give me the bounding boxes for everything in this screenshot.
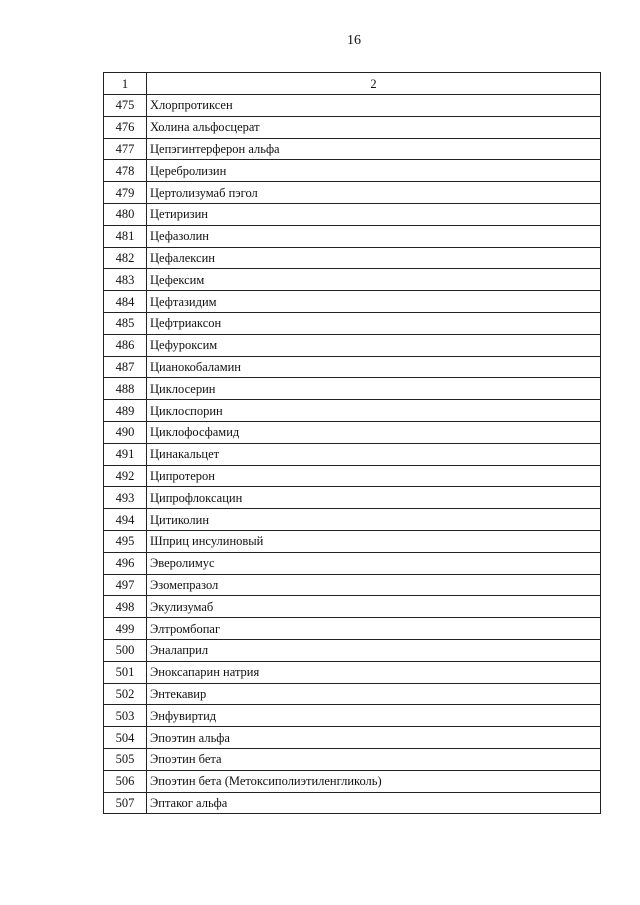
table-row <box>104 138 601 160</box>
table-row <box>104 291 601 313</box>
medication-name: Цетиризин <box>147 203 601 225</box>
medication-name: Ципротерон <box>147 465 601 487</box>
row-number: 505 <box>104 748 147 770</box>
table-row <box>104 530 601 552</box>
table-row <box>104 727 601 749</box>
medication-name: Эзомепразол <box>147 574 601 596</box>
medication-name: Циклофосфамид <box>147 421 601 443</box>
medication-table <box>103 72 601 814</box>
table-row <box>104 334 601 356</box>
table-row <box>104 116 601 138</box>
table-row <box>104 552 601 574</box>
medication-name: Шприц инсулиновый <box>147 530 601 552</box>
row-number: 498 <box>104 596 147 618</box>
table-row <box>104 247 601 269</box>
table-row <box>104 312 601 334</box>
medication-name: Элтромбопаг <box>147 618 601 640</box>
table-row <box>104 465 601 487</box>
medication-name: Эптаког альфа <box>147 792 601 814</box>
table-row <box>104 683 601 705</box>
row-number: 480 <box>104 203 147 225</box>
medication-name: Цинакальцет <box>147 443 601 465</box>
medication-name: Циклосерин <box>147 378 601 400</box>
header-col-name: 2 <box>147 73 601 95</box>
table-row <box>104 160 601 182</box>
row-number: 481 <box>104 225 147 247</box>
row-number: 482 <box>104 247 147 269</box>
medication-name: Эпоэтин бета (Метоксиполиэтиленгликоль) <box>147 770 601 792</box>
table-row <box>104 356 601 378</box>
row-number: 502 <box>104 683 147 705</box>
table-row <box>104 792 601 814</box>
row-number: 476 <box>104 116 147 138</box>
medication-name: Эноксапарин натрия <box>147 661 601 683</box>
medication-name: Цефазолин <box>147 225 601 247</box>
row-number: 493 <box>104 487 147 509</box>
medication-name: Цефуроксим <box>147 334 601 356</box>
row-number: 501 <box>104 661 147 683</box>
table-header-row <box>104 73 601 95</box>
row-number: 491 <box>104 443 147 465</box>
table-row <box>104 400 601 422</box>
row-number: 489 <box>104 400 147 422</box>
medication-name: Экулизумаб <box>147 596 601 618</box>
table-row <box>104 661 601 683</box>
row-number: 503 <box>104 705 147 727</box>
table-row <box>104 378 601 400</box>
table-row <box>104 269 601 291</box>
table-row <box>104 770 601 792</box>
medication-name: Энтекавир <box>147 683 601 705</box>
row-number: 500 <box>104 639 147 661</box>
table-row <box>104 95 601 117</box>
medication-name: Цианокобаламин <box>147 356 601 378</box>
row-number: 504 <box>104 727 147 749</box>
medication-name: Эналаприл <box>147 639 601 661</box>
table-row <box>104 596 601 618</box>
table-row <box>104 225 601 247</box>
medication-name: Эпоэтин бета <box>147 748 601 770</box>
header-col-number: 1 <box>104 73 147 95</box>
row-number: 488 <box>104 378 147 400</box>
medication-name: Холина альфосцерат <box>147 116 601 138</box>
table-row <box>104 203 601 225</box>
medication-name: Эверолимус <box>147 552 601 574</box>
row-number: 492 <box>104 465 147 487</box>
table-row <box>104 574 601 596</box>
row-number: 494 <box>104 509 147 531</box>
table-row <box>104 705 601 727</box>
medication-name: Церебролизин <box>147 160 601 182</box>
medication-name: Цефтриаксон <box>147 312 601 334</box>
table-row <box>104 639 601 661</box>
medication-name: Цефалексин <box>147 247 601 269</box>
medication-name: Эпоэтин альфа <box>147 727 601 749</box>
table-row <box>104 487 601 509</box>
row-number: 478 <box>104 160 147 182</box>
medication-name: Цитиколин <box>147 509 601 531</box>
medication-name: Хлорпротиксен <box>147 95 601 117</box>
row-number: 486 <box>104 334 147 356</box>
medication-name: Ципрофлоксацин <box>147 487 601 509</box>
row-number: 483 <box>104 269 147 291</box>
row-number: 484 <box>104 291 147 313</box>
table-row <box>104 509 601 531</box>
row-number: 485 <box>104 312 147 334</box>
table-row <box>104 421 601 443</box>
medication-name: Цертолизумаб пэгол <box>147 182 601 204</box>
row-number: 477 <box>104 138 147 160</box>
medication-name: Энфувиртид <box>147 705 601 727</box>
row-number: 475 <box>104 95 147 117</box>
row-number: 495 <box>104 530 147 552</box>
row-number: 479 <box>104 182 147 204</box>
medication-name: Цепэгинтерферон альфа <box>147 138 601 160</box>
row-number: 499 <box>104 618 147 640</box>
page-number: 16 <box>347 33 361 48</box>
table-row <box>104 182 601 204</box>
row-number: 490 <box>104 421 147 443</box>
table-row <box>104 443 601 465</box>
row-number: 487 <box>104 356 147 378</box>
medication-name: Цефексим <box>147 269 601 291</box>
row-number: 496 <box>104 552 147 574</box>
row-number: 506 <box>104 770 147 792</box>
table-row <box>104 748 601 770</box>
row-number: 497 <box>104 574 147 596</box>
medication-name: Цефтазидим <box>147 291 601 313</box>
medication-name: Циклоспорин <box>147 400 601 422</box>
row-number: 507 <box>104 792 147 814</box>
table-row <box>104 618 601 640</box>
